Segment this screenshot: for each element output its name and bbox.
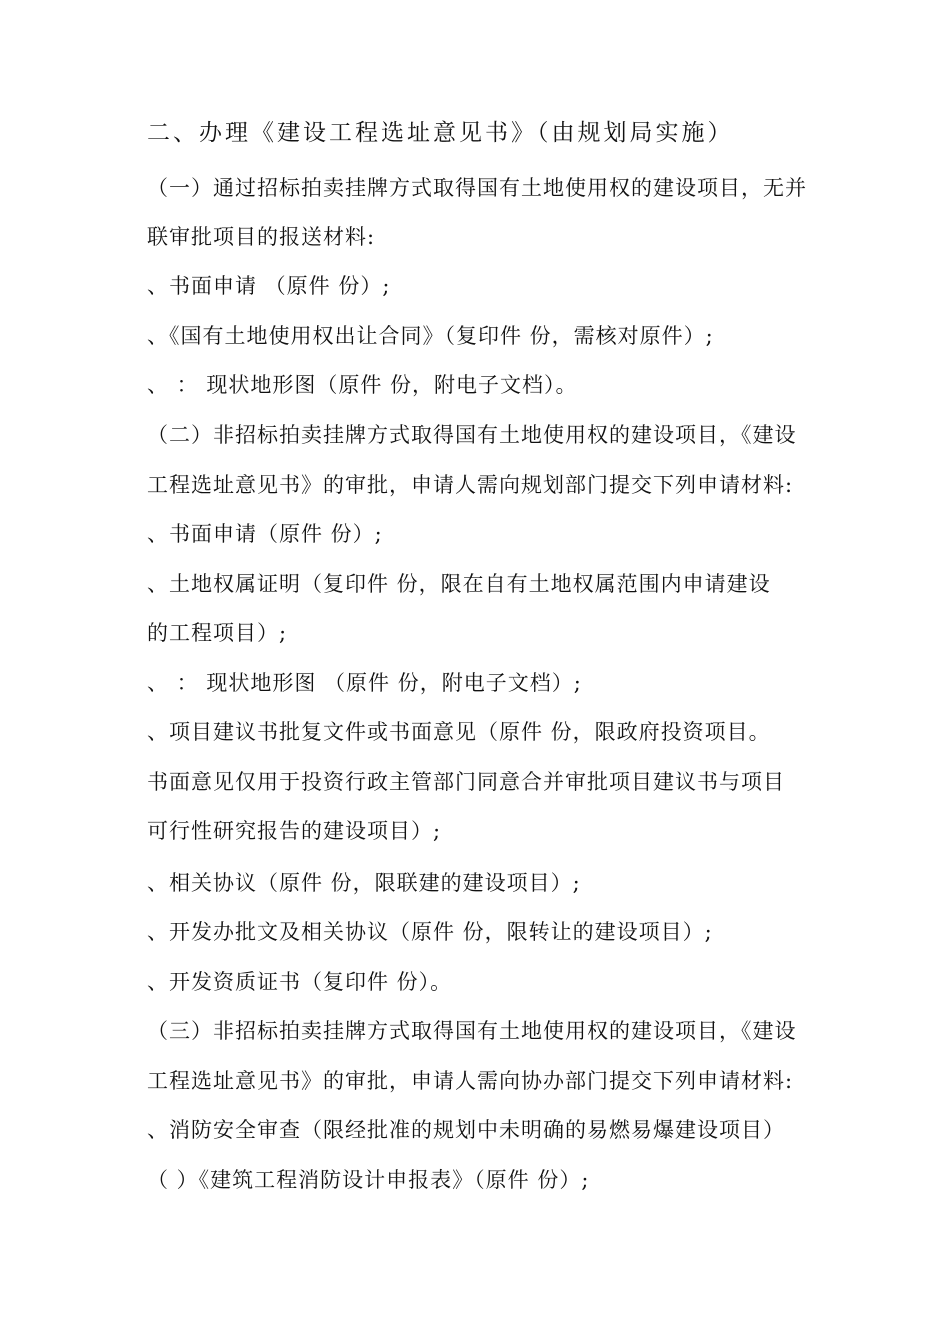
list-item: 、《国有土地使用权出让合同》（复印件 份，需核对原件）;: [147, 324, 714, 348]
paragraph-line: （一）通过招标拍卖挂牌方式取得国有土地使用权的建设项目，无并: [147, 176, 807, 200]
paragraph-line: （二）非招标拍卖挂牌方式取得国有土地使用权的建设项目，《建设: [147, 423, 797, 447]
paragraph-line: 工程选址意见书》的审批，申请人需向规划部门提交下列申请材料:: [147, 473, 794, 497]
paragraph-line: （三）非招标拍卖挂牌方式取得国有土地使用权的建设项目，《建设: [147, 1019, 797, 1043]
list-item: 、 ： 现状地形图 （原件 份，附电子文档）;: [147, 671, 582, 695]
list-item: 、书面申请（原件 份）;: [147, 522, 383, 546]
list-item: 的工程项目）;: [147, 621, 288, 645]
list-item: 、相关协议（原件 份，限联建的建设项目）;: [147, 871, 581, 895]
paragraph-line: 书面意见仅用于投资行政主管部门同意合并审批项目建议书与项目: [147, 770, 785, 794]
section-heading: 二、办理《建设工程选址意见书》（由规划局实施）: [147, 120, 734, 146]
list-item: 、土地权属证明（复印件 份，限在自有土地权属范围内申请建设: [147, 572, 771, 596]
list-item: 、项目建议书批复文件或书面意见（原件 份，限政府投资项目。: [147, 720, 771, 744]
paragraph-line: 可行性研究报告的建设项目）;: [147, 819, 442, 843]
list-item: （ ）《建筑工程消防设计申报表》（原件 份）;: [147, 1168, 590, 1192]
list-item: 、开发办批文及相关协议（原件 份，限转让的建设项目）;: [147, 920, 713, 944]
list-item: 、开发资质证书（复印件 份）。: [147, 970, 453, 994]
paragraph-line: 联审批项目的报送材料:: [147, 225, 376, 249]
list-item: 、 ： 现状地形图（原件 份，附电子文档）。: [147, 373, 578, 397]
list-item: 、消防安全审查（限经批准的规划中未明确的易燃易爆建设项目）: [147, 1118, 785, 1142]
list-item: 、书面申请 （原件 份）;: [147, 274, 391, 298]
paragraph-line: 工程选址意见书》的审批，申请人需向协办部门提交下列申请材料:: [147, 1069, 794, 1093]
